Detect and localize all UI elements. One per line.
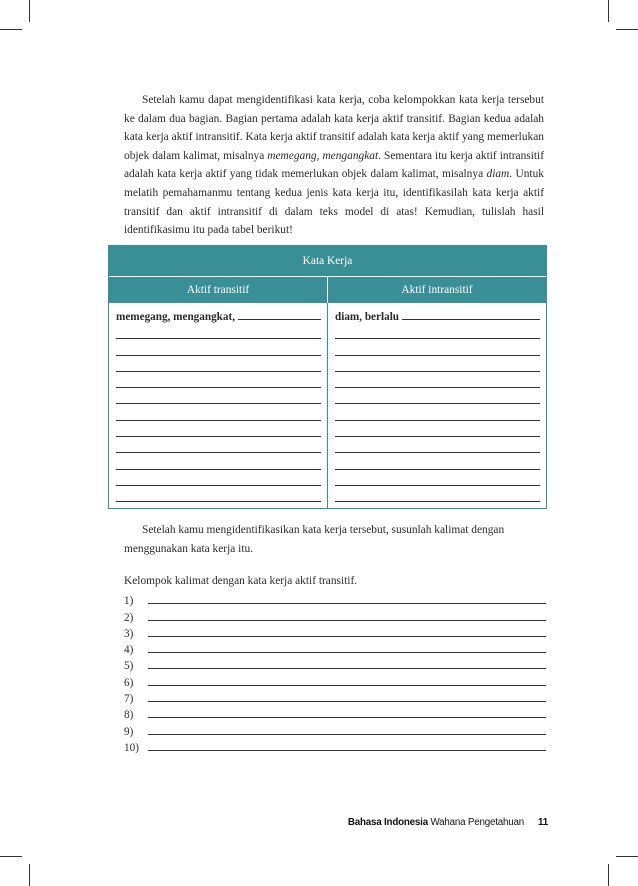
- blank-line[interactable]: [116, 388, 321, 404]
- example-intransitive: diam: [486, 168, 510, 181]
- intro-paragraph: [124, 91, 544, 240]
- list-number: 7): [124, 693, 134, 706]
- intransitive-examples: diam, berlalu: [335, 311, 400, 323]
- book-title-rest: Wahana Pengetahuan: [427, 817, 525, 828]
- blank-line[interactable]: [335, 388, 540, 404]
- blank-line[interactable]: [116, 372, 321, 388]
- crop-mark: [616, 29, 638, 30]
- blank-line[interactable]: [148, 685, 546, 686]
- table-body: [109, 303, 546, 508]
- intransitive-column: [328, 303, 546, 508]
- group-title: Kelompok kalimat dengan kata kerja aktif transitif.: [124, 575, 358, 587]
- list-item: [124, 656, 546, 672]
- blank-line[interactable]: [238, 319, 321, 320]
- blank-line[interactable]: [148, 652, 546, 653]
- blank-line[interactable]: [335, 453, 540, 469]
- blank-line[interactable]: [116, 453, 321, 469]
- column-header-transitive: Aktif transitif: [109, 277, 328, 303]
- table-header-row: [109, 276, 546, 303]
- numbered-answer-list: [124, 591, 546, 754]
- list-number: 2): [124, 611, 134, 624]
- list-item: [124, 624, 546, 640]
- list-item: [124, 640, 546, 656]
- crop-mark: [29, 0, 30, 22]
- list-number: 5): [124, 660, 134, 673]
- intro-text: . Untuk melatih pemahamanmu tentang kedua jenis kata kerja itu, identifikasilah kata kerja aktif transitif dan aktif intransitif di dalam teks model di atas! Kemudian, tulislah hasil identifikasimu itu pada tabel berikut!: [124, 168, 544, 237]
- crop-mark: [616, 856, 638, 857]
- blank-line[interactable]: [116, 356, 321, 372]
- transitive-column: [109, 303, 328, 508]
- table-row: [116, 307, 321, 323]
- crop-mark: [608, 864, 609, 886]
- book-title-bold: Bahasa Indonesia: [347, 817, 428, 828]
- blank-line[interactable]: [335, 437, 540, 453]
- list-number: 8): [124, 709, 134, 722]
- crop-mark: [29, 864, 30, 886]
- blank-line[interactable]: [148, 668, 546, 669]
- column-header-intransitive: Aktif intransitif: [401, 284, 473, 296]
- list-number: 10): [124, 741, 139, 754]
- blank-line[interactable]: [116, 421, 321, 437]
- intro-text: Setelah kamu dapat mengidentifikasi kata kerja, coba kelompokkan kata kerja tersebut ke dalam dua bagian. Bagian pertama adalah kata kerja aktif transitif. Bagian kedua adalah kata kerja aktif intransitif. Kata kerja aktif transitif adalah kata kerja aktif yang memerlukan objek dalam kalimat, misalnya: [124, 94, 544, 162]
- list-item: [124, 705, 546, 721]
- crop-mark: [0, 29, 22, 30]
- blank-line[interactable]: [116, 437, 321, 453]
- instruction-paragraph: [124, 521, 544, 558]
- blank-line[interactable]: [116, 404, 321, 420]
- list-number: 4): [124, 644, 134, 657]
- list-item: [124, 607, 546, 623]
- blank-line[interactable]: [335, 356, 540, 372]
- blank-line[interactable]: [335, 486, 540, 502]
- blank-line[interactable]: [335, 339, 540, 355]
- intro-text: . Sementara itu kerja aktif intransitif adalah kata kerja aktif yang tidak memerlukan objek dalam kalimat, misalnya: [124, 149, 544, 181]
- blank-line[interactable]: [335, 372, 540, 388]
- blank-line[interactable]: [116, 323, 321, 339]
- list-item: [124, 738, 546, 754]
- blank-line[interactable]: [116, 339, 321, 355]
- table-row: [335, 307, 540, 323]
- blank-line[interactable]: [335, 404, 540, 420]
- list-number: 6): [124, 676, 134, 689]
- list-item: [124, 689, 546, 705]
- list-number: 9): [124, 725, 134, 738]
- list-item: [124, 721, 546, 737]
- blank-line[interactable]: [116, 470, 321, 486]
- blank-line[interactable]: [335, 470, 540, 486]
- transitive-examples: memegang, mengangkat,: [116, 311, 236, 323]
- instruction-text: Setelah kamu mengidentifikasikan kata kerja tersebut, susunlah kalimat dengan menggunakan kata kerja itu.: [124, 524, 505, 555]
- list-item: [124, 672, 546, 688]
- blank-line[interactable]: [335, 323, 540, 339]
- blank-line[interactable]: [148, 701, 546, 702]
- blank-line[interactable]: [148, 717, 546, 718]
- page-number: 11: [538, 817, 548, 828]
- list-item: [124, 591, 546, 607]
- blank-line[interactable]: [148, 636, 546, 637]
- crop-mark: [0, 856, 22, 857]
- list-number: 1): [124, 595, 134, 608]
- kata-kerja-table: [108, 245, 547, 509]
- blank-line[interactable]: [116, 486, 321, 502]
- blank-line[interactable]: [148, 603, 546, 604]
- list-number: 3): [124, 627, 134, 640]
- page-footer: [348, 817, 548, 828]
- blank-line[interactable]: [148, 750, 546, 751]
- blank-line[interactable]: [402, 319, 540, 320]
- blank-line[interactable]: [148, 620, 546, 621]
- table-title: Kata Kerja: [109, 246, 546, 276]
- blank-line[interactable]: [148, 734, 546, 735]
- example-transitive: memegang, mengangkat: [267, 149, 379, 162]
- blank-line[interactable]: [335, 421, 540, 437]
- crop-mark: [608, 0, 609, 22]
